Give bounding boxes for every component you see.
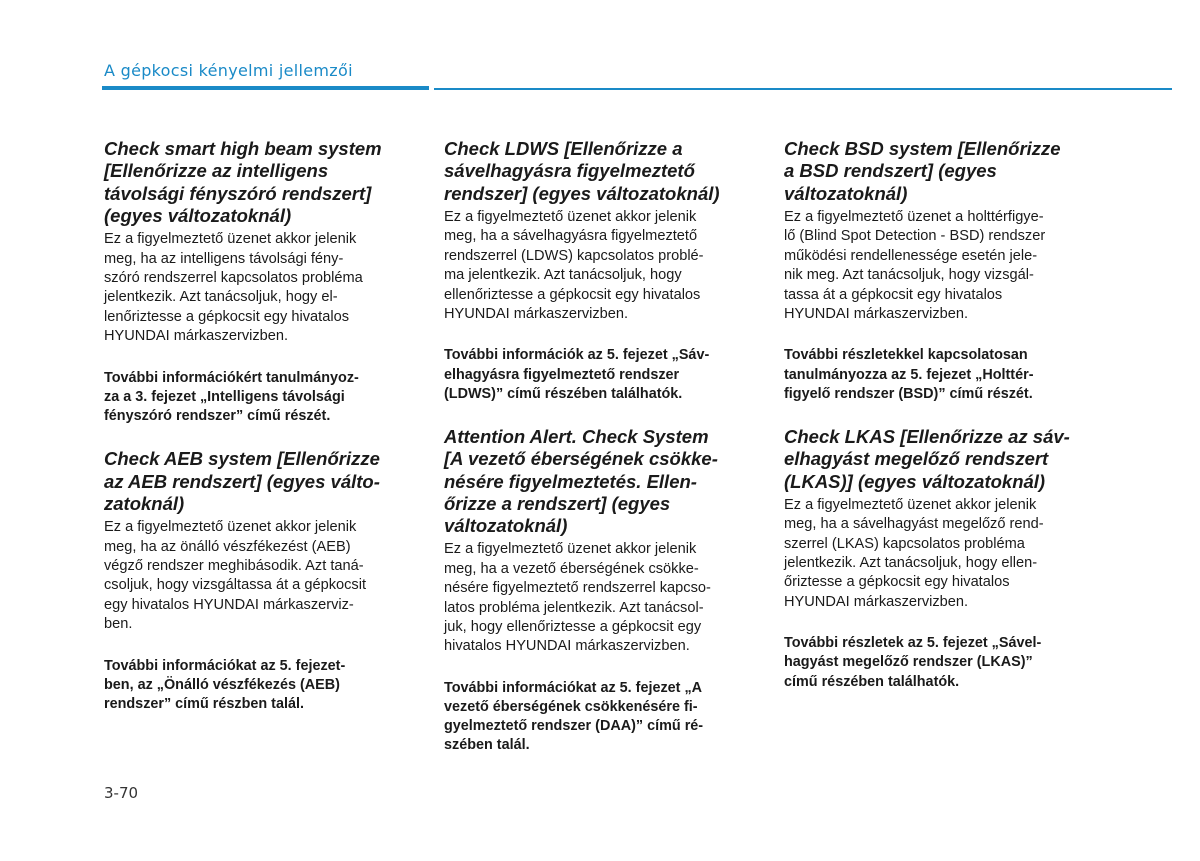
section-note-line: tanulmányozza az 5. fejezet „Holttér- [784, 366, 1034, 383]
section-title-line: [Ellenőrizze az intelligens [104, 160, 329, 182]
section-title-line: (LKAS)] (egyes változatoknál) [784, 470, 1046, 492]
warning-section [784, 138, 1076, 404]
section-title-line: a BSD rendszert] (egyes [784, 160, 997, 182]
section-title-line: Check smart high beam system [104, 138, 382, 159]
section-body [784, 208, 1076, 324]
section-body-line: Ez a figyelmeztető üzenet akkor jelenik [444, 208, 697, 225]
section-body-line: végző rendszer meghibásodik. Azt taná- [104, 557, 364, 574]
warning-section [104, 448, 396, 714]
section-title-line: elhagyást megelőző rendszert [784, 448, 1049, 470]
section-body-line: lő (Blind Spot Detection - BSD) rendszer [784, 228, 1046, 245]
section-title-line: nésére figyelmeztetés. Ellen- [444, 470, 697, 492]
section-body-line: nésére figyelmeztető rendszerrel kapcso- [444, 580, 711, 597]
section-body-line: Ez a figyelmeztető üzenet akkor jelenik [104, 231, 357, 248]
section-title-line: rendszer] (egyes változatoknál) [444, 182, 720, 204]
section-body-line: jelentkezik. Azt tanácsoljuk, hogy el- [104, 289, 338, 306]
warning-section [444, 426, 736, 756]
section-note-line: vezető éberségének csökkenésére fi- [444, 699, 698, 716]
section-body-line: Ez a figyelmeztető üzenet a holttérfigye- [784, 208, 1044, 225]
section-note-line: rendszer” című részben talál. [104, 695, 304, 712]
section-body [444, 540, 736, 656]
section-body-line: egy hivatalos HYUNDAI márkaszerviz- [104, 596, 354, 613]
header-rule-thin [434, 88, 1172, 90]
section-note-line: szében talál. [444, 737, 530, 754]
page-header-title: A gépkocsi kényelmi jellemzői [104, 61, 353, 80]
section-note-line: További részletekkel kapcsolatosan [784, 347, 1028, 364]
section-note-line: hagyást megelőző rendszer (LKAS)” [784, 654, 1033, 671]
section-title [784, 426, 1076, 493]
section-title [104, 448, 396, 515]
section-body-line: lenőriztesse a gépkocsit egy hivatalos [104, 308, 349, 325]
section-title-line: sávelhagyásra figyelmeztető [444, 160, 695, 182]
section-body-line: hivatalos HYUNDAI márkaszervizben. [444, 638, 690, 655]
section-body-line: csoljuk, hogy vizsgáltassa át a gépkocsit [104, 577, 367, 594]
section-body-line: meg, ha a vezető éberségének csökke- [444, 560, 699, 577]
section-body-line: HYUNDAI márkaszervizben. [784, 305, 969, 322]
section-body-line: ben. [104, 616, 133, 633]
column-2 [444, 138, 736, 756]
section-title-line: az AEB rendszert] (egyes válto- [104, 470, 380, 492]
section-note-line: További információkért tanulmányoz- [104, 369, 359, 386]
warning-section [444, 138, 736, 404]
section-body-line: tassa át a gépkocsit egy hivatalos [784, 286, 1003, 303]
section-title-line: változatoknál) [784, 182, 908, 204]
section-title [444, 426, 736, 537]
section-note-line: za a 3. fejezet „Intelligens távolsági [104, 388, 345, 405]
section-note-line: További információkat az 5. fejezet- [104, 657, 346, 674]
section-note [444, 346, 736, 404]
section-body [104, 230, 396, 346]
section-body [104, 518, 396, 634]
section-body-line: HYUNDAI márkaszervizben. [784, 593, 969, 610]
section-body-line: szóró rendszerrel kapcsolatos probléma [104, 270, 363, 286]
section-title-line: Check LKAS [Ellenőrizze az sáv- [784, 425, 1070, 447]
section-body-line: juk, hogy ellenőriztesse a gépkocsit egy [444, 619, 702, 636]
section-note-line: gyelmeztető rendszer (DAA)” című ré- [444, 718, 704, 735]
section-note [784, 634, 1076, 692]
section-note-line: ben, az „Önálló vészfékezés (AEB) [104, 676, 340, 693]
section-body-line: latos probléma jelentkezik. Azt tanácsol- [444, 599, 704, 616]
section-body-line: HYUNDAI márkaszervizben. [444, 305, 629, 322]
section-note-line: elhagyásra figyelmeztető rendszer [444, 366, 680, 383]
section-title-line: változatoknál) [444, 515, 568, 537]
section-note-line: További részletek az 5. fejezet „Sável- [784, 635, 1042, 652]
section-body-line: működési rendellenessége esetén jele- [784, 247, 1038, 264]
section-body-line: nik meg. Azt tanácsoljuk, hogy vizsgál- [784, 267, 1034, 284]
section-body-line: meg, ha az önálló vészfékezést (AEB) [104, 538, 351, 555]
section-note-line: További információkat az 5. fejezet „A [444, 679, 703, 696]
section-body-line: meg, ha a sávelhagyást megelőző rend- [784, 516, 1044, 533]
section-note [104, 369, 396, 427]
section-title [104, 138, 396, 227]
section-body-line: őriztesse a gépkocsit egy hivatalos [784, 574, 1010, 591]
section-note-line: fényszóró rendszer” című részét. [104, 408, 331, 425]
section-body-line: meg, ha a sávelhagyásra figyelmeztető [444, 228, 698, 245]
page-number: 3-70 [104, 784, 139, 802]
section-title-line: Check AEB system [Ellenőrizze [104, 448, 380, 470]
header-rule-thick [102, 86, 429, 90]
section-body-line: meg, ha az intelligens távolsági fény- [104, 250, 344, 267]
section-body-line: rendszerrel (LDWS) kapcsolatos problé- [444, 247, 704, 264]
section-title [444, 138, 736, 205]
section-body-line: HYUNDAI márkaszervizben. [104, 328, 289, 345]
section-title-line: zatoknál) [104, 492, 185, 514]
section-title-line: távolsági fényszóró rendszert] [104, 182, 372, 204]
section-body-line: ellenőriztesse a gépkocsit egy hivatalos [444, 286, 701, 303]
section-note-line: (LDWS)” című részében találhatók. [444, 385, 683, 402]
section-title-line: őrizze a rendszert] (egyes [444, 492, 671, 514]
section-body [444, 208, 736, 324]
section-title-line: (egyes változatoknál) [104, 204, 292, 226]
section-note-line: További információk az 5. fejezet „Sáv- [444, 347, 710, 364]
section-body-line: jelentkezik. Azt tanácsoljuk, hogy ellen- [784, 555, 1038, 572]
section-note-line: című részében találhatók. [784, 673, 960, 690]
column-3 [784, 138, 1076, 692]
section-title [784, 138, 1076, 205]
section-title-line: Check BSD system [Ellenőrizze [784, 138, 1061, 159]
section-note [784, 346, 1076, 404]
section-body-line: Ez a figyelmeztető üzenet akkor jelenik [444, 541, 697, 558]
column-1 [104, 138, 396, 714]
section-note-line: figyelő rendszer (BSD)” című részét. [784, 385, 1033, 402]
section-title-line: Check LDWS [Ellenőrizze a [444, 138, 683, 159]
warning-section [104, 138, 396, 426]
section-body [784, 496, 1076, 612]
section-title-line: Attention Alert. Check System [444, 425, 709, 447]
section-body-line: szerrel (LKAS) kapcsolatos probléma [784, 535, 1025, 552]
section-body-line: ma jelentkezik. Azt tanácsoljuk, hogy [444, 267, 682, 284]
section-body-line: Ez a figyelmeztető üzenet akkor jelenik [104, 519, 357, 536]
section-body-line: Ez a figyelmeztető üzenet akkor jelenik [784, 496, 1037, 513]
section-note [104, 657, 396, 715]
warning-section [784, 426, 1076, 692]
section-note [444, 679, 736, 756]
section-title-line: [A vezető éberségének csökke- [444, 448, 718, 470]
